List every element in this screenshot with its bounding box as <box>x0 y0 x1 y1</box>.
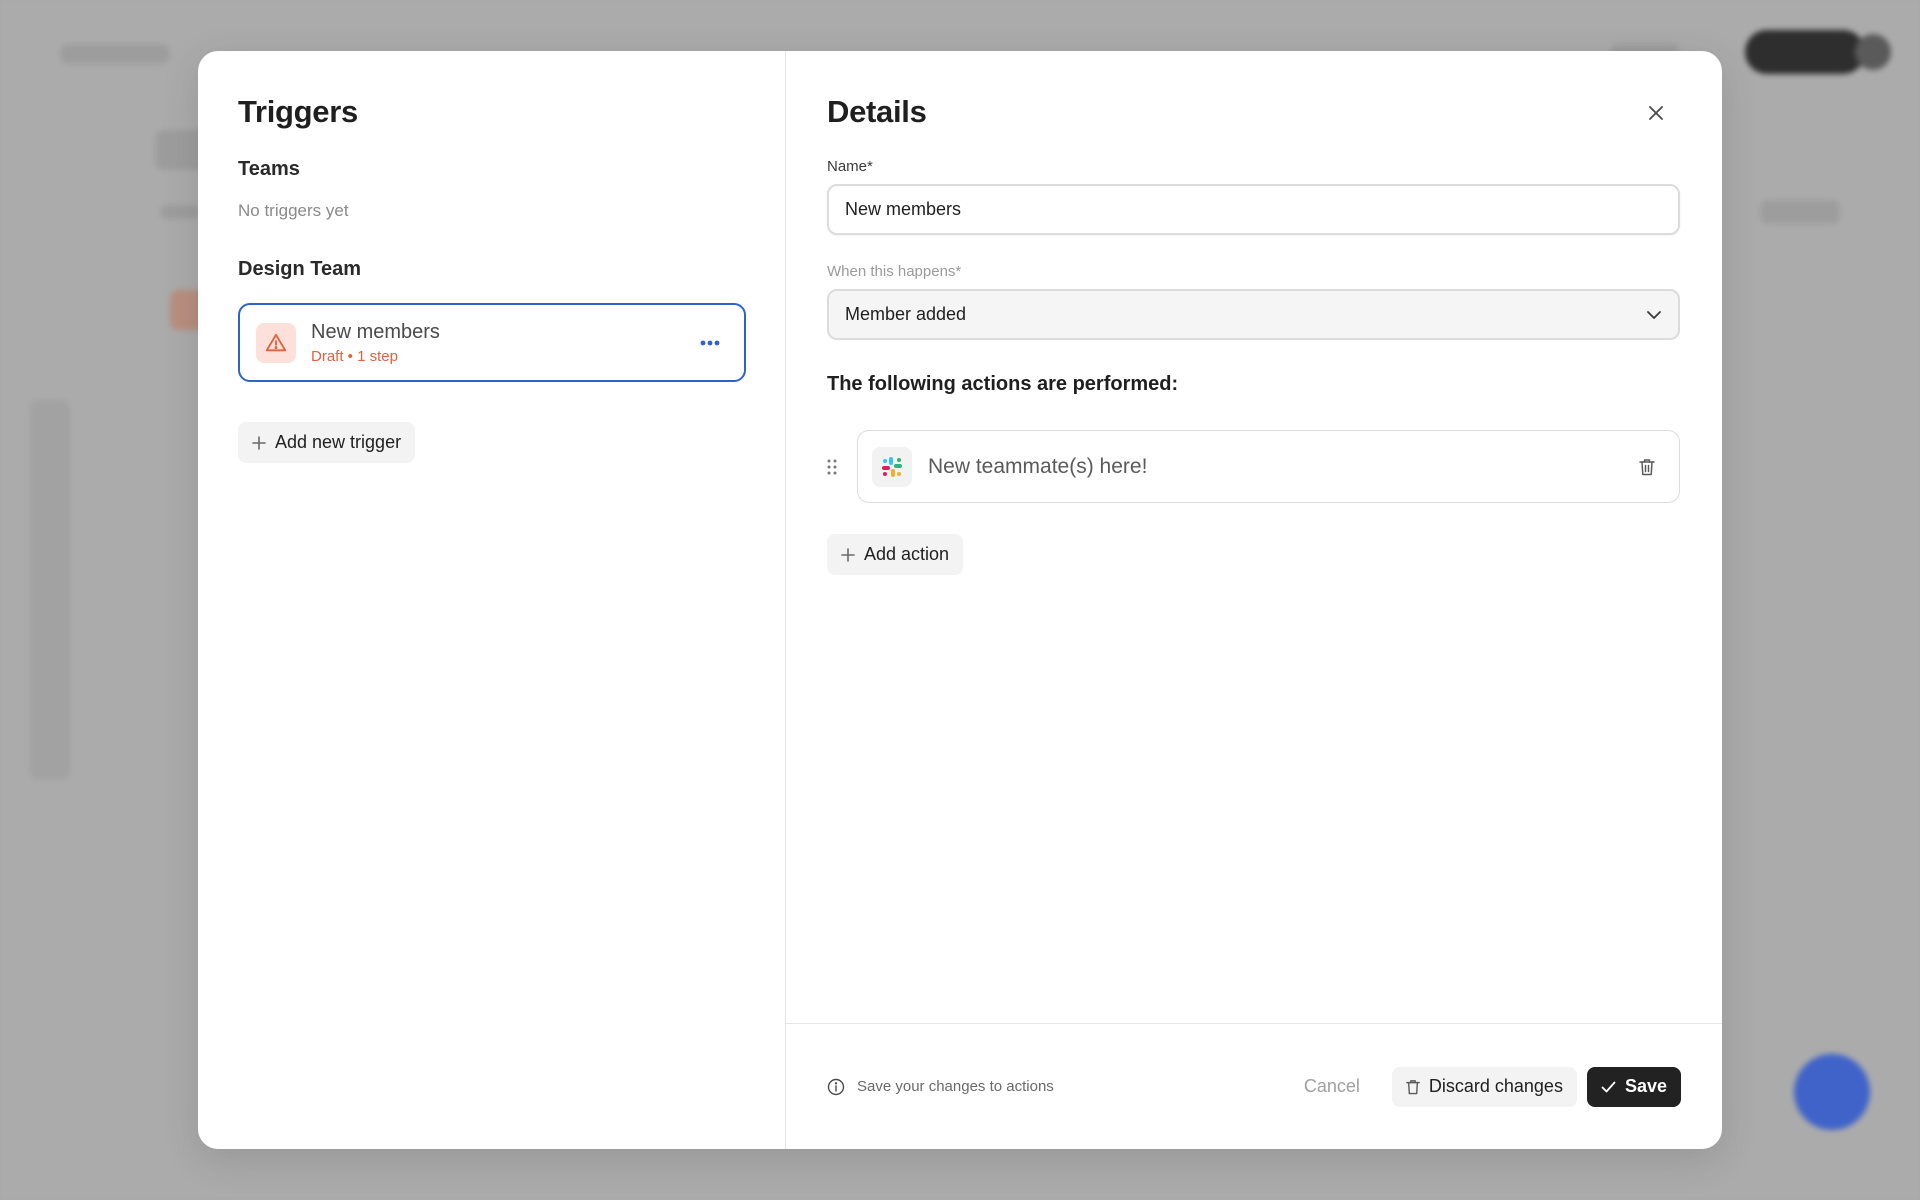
details-title: Details <box>827 94 927 129</box>
triggers-modal <box>198 51 1722 1149</box>
trigger-status: Draft • 1 step <box>311 347 398 365</box>
plus-icon <box>841 548 855 562</box>
footer-info <box>827 1078 1054 1096</box>
trash-icon <box>1406 1079 1420 1095</box>
when-select[interactable] <box>827 289 1680 340</box>
when-field-label: When this happens* <box>827 263 962 280</box>
warning-icon <box>256 323 296 363</box>
close-icon[interactable] <box>1642 99 1670 127</box>
when-select-value: Member added <box>845 304 967 324</box>
add-new-trigger-button[interactable] <box>238 422 415 463</box>
trigger-card-new-members[interactable] <box>238 303 746 382</box>
chevron-down-icon <box>1646 310 1662 320</box>
action-row <box>827 430 1681 503</box>
action-card[interactable] <box>857 430 1680 503</box>
more-horizontal-icon[interactable] <box>696 329 724 357</box>
section-title-design-team: Design Team <box>238 258 361 280</box>
actions-title: The following actions are performed: <box>827 373 1179 395</box>
add-action-button[interactable] <box>827 534 963 575</box>
trigger-name: New members <box>311 320 440 343</box>
save-button[interactable] <box>1587 1067 1681 1107</box>
discard-changes-label: Discard changes <box>1428 1076 1563 1096</box>
discard-changes-button[interactable] <box>1392 1067 1577 1107</box>
footer <box>786 1023 1722 1149</box>
details-panel <box>786 51 1722 1149</box>
triggers-title: Triggers <box>238 94 358 129</box>
name-input[interactable] <box>827 184 1680 235</box>
section-title-teams: Teams <box>238 158 300 180</box>
slack-icon <box>872 447 912 487</box>
action-label: New teammate(s) here! <box>928 454 1148 478</box>
save-label: Save <box>1624 1076 1667 1096</box>
add-new-trigger-label: Add new trigger <box>275 432 402 452</box>
plus-icon <box>252 436 266 450</box>
name-field-label: Name* <box>827 158 873 175</box>
add-action-label: Add action <box>864 544 950 564</box>
cancel-button[interactable]: Cancel <box>1303 1076 1360 1096</box>
triggers-panel <box>198 51 786 1149</box>
empty-state-text: No triggers yet <box>238 201 349 220</box>
check-icon <box>1601 1081 1616 1093</box>
drag-handle-icon[interactable] <box>827 459 857 475</box>
info-icon <box>827 1078 845 1096</box>
trash-icon[interactable] <box>1633 453 1661 481</box>
footer-info-text: Save your changes to actions <box>857 1078 1054 1095</box>
